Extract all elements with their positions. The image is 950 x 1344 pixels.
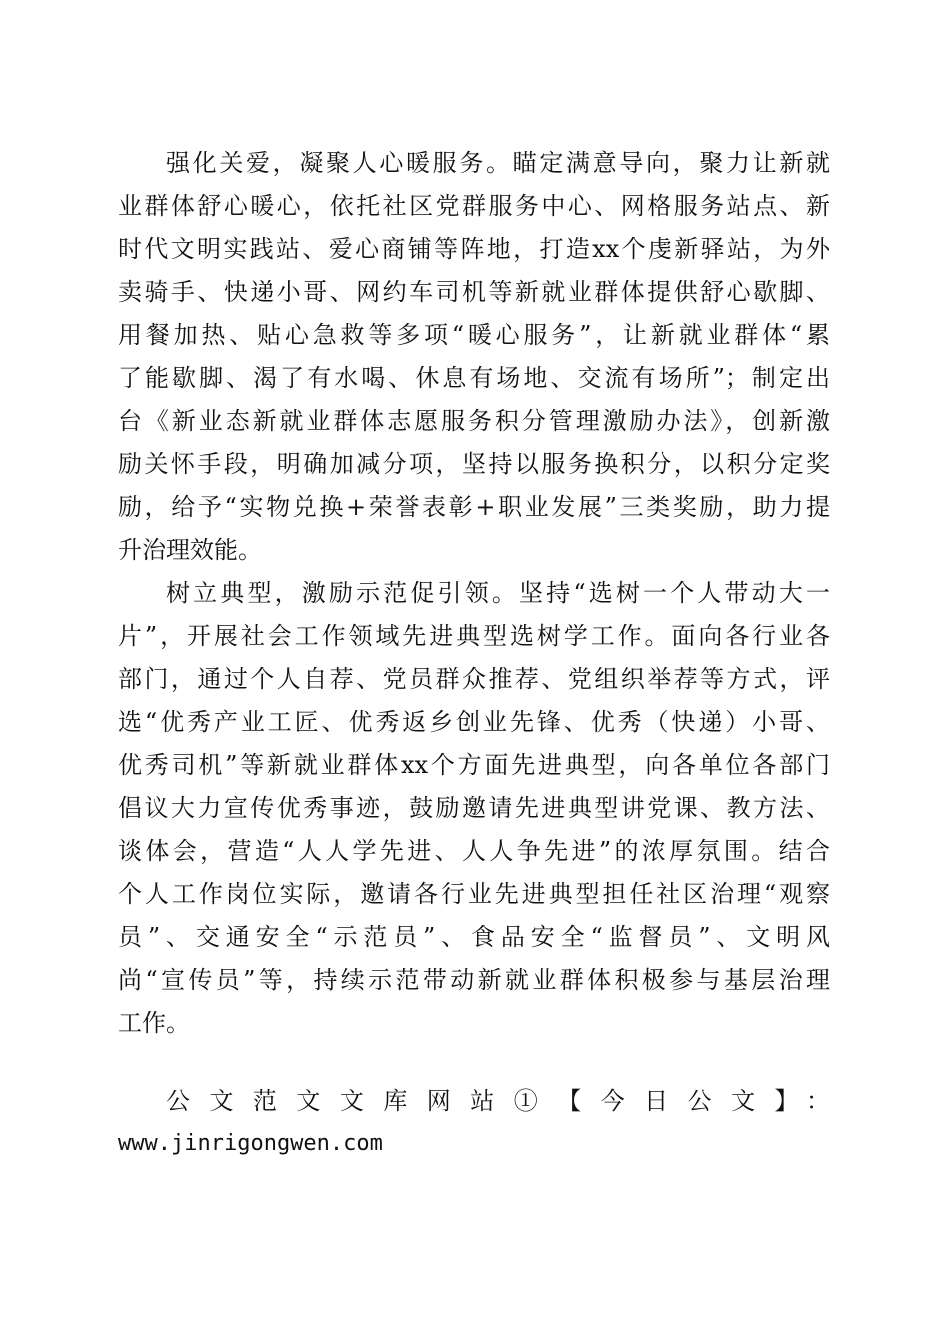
paragraph-1-line-1: 强化关爱，凝聚人心暖服务。瞄定满意导向，聚力让新就 bbox=[166, 149, 830, 177]
paragraph-2-line-4: 选“优秀产业工匠、优秀返乡创业先锋、优秀（快递）小哥、 bbox=[118, 708, 830, 736]
paragraph-2-line-2: 片”，开展社会工作领域先进典型选树学工作。面向各行业各 bbox=[118, 622, 830, 650]
paragraph-2-line-10: 尚“宣传员”等，持续示范带动新就业群体积极参与基层治理 bbox=[118, 966, 830, 994]
paragraph-2-line-1: 树立典型，激励示范促引领。坚持“选树一个人带动大一 bbox=[166, 579, 830, 607]
paragraph-2-line-6: 倡议大力宣传优秀事迹，鼓励邀请先进典型讲党课、教方法、 bbox=[118, 794, 830, 822]
paragraph-1-line-4: 卖骑手、快递小哥、网约车司机等新就业群体提供舒心歇脚、 bbox=[118, 278, 830, 306]
paragraph-1-line-7: 台《新业态新就业群体志愿服务积分管理激励办法》，创新激 bbox=[118, 407, 830, 435]
paragraph-1-line-10: 升治理效能。 bbox=[118, 536, 262, 564]
paragraph-2-line-11: 工作。 bbox=[118, 1009, 190, 1037]
footer-site-url[interactable]: www.jinrigongwen.com bbox=[118, 1131, 383, 1156]
paragraph-2-line-7: 谈体会，营造“人人学先进、人人争先进”的浓厚氛围。结合 bbox=[118, 837, 830, 865]
paragraph-2-line-8: 个人工作岗位实际，邀请各行业先进典型担任社区治理“观察 bbox=[118, 880, 830, 908]
paragraph-2-line-3: 部门，通过个人自荐、党员群众推荐、党组织举荐等方式，评 bbox=[118, 665, 830, 693]
paragraph-2-line-5: 优秀司机”等新就业群体xx个方面先进典型，向各单位各部门 bbox=[118, 751, 830, 779]
paragraph-1-line-6: 了能歇脚、渴了有水喝、休息有场地、交流有场所”；制定出 bbox=[118, 364, 830, 392]
paragraph-1-line-5: 用餐加热、贴心急救等多项“暖心服务”，让新就业群体“累 bbox=[118, 321, 830, 349]
paragraph-1-line-9: 励，给予“实物兑换+荣誉表彰+职业发展”三类奖励，助力提 bbox=[118, 493, 830, 521]
paragraph-1-line-8: 励关怀手段，明确加减分项，坚持以服务换积分，以积分定奖 bbox=[118, 450, 830, 478]
footer-site-label: 公文范文文库网站①【今日公文】： bbox=[166, 1087, 830, 1115]
paragraph-1-line-2: 业群体舒心暖心，依托社区党群服务中心、网格服务站点、新 bbox=[118, 192, 830, 220]
paragraph-2-line-9: 员”、交通安全“示范员”、食品安全“监督员”、文明风 bbox=[118, 923, 830, 951]
paragraph-1-line-3: 时代文明实践站、爱心商铺等阵地，打造xx个虔新驿站，为外 bbox=[118, 235, 830, 263]
